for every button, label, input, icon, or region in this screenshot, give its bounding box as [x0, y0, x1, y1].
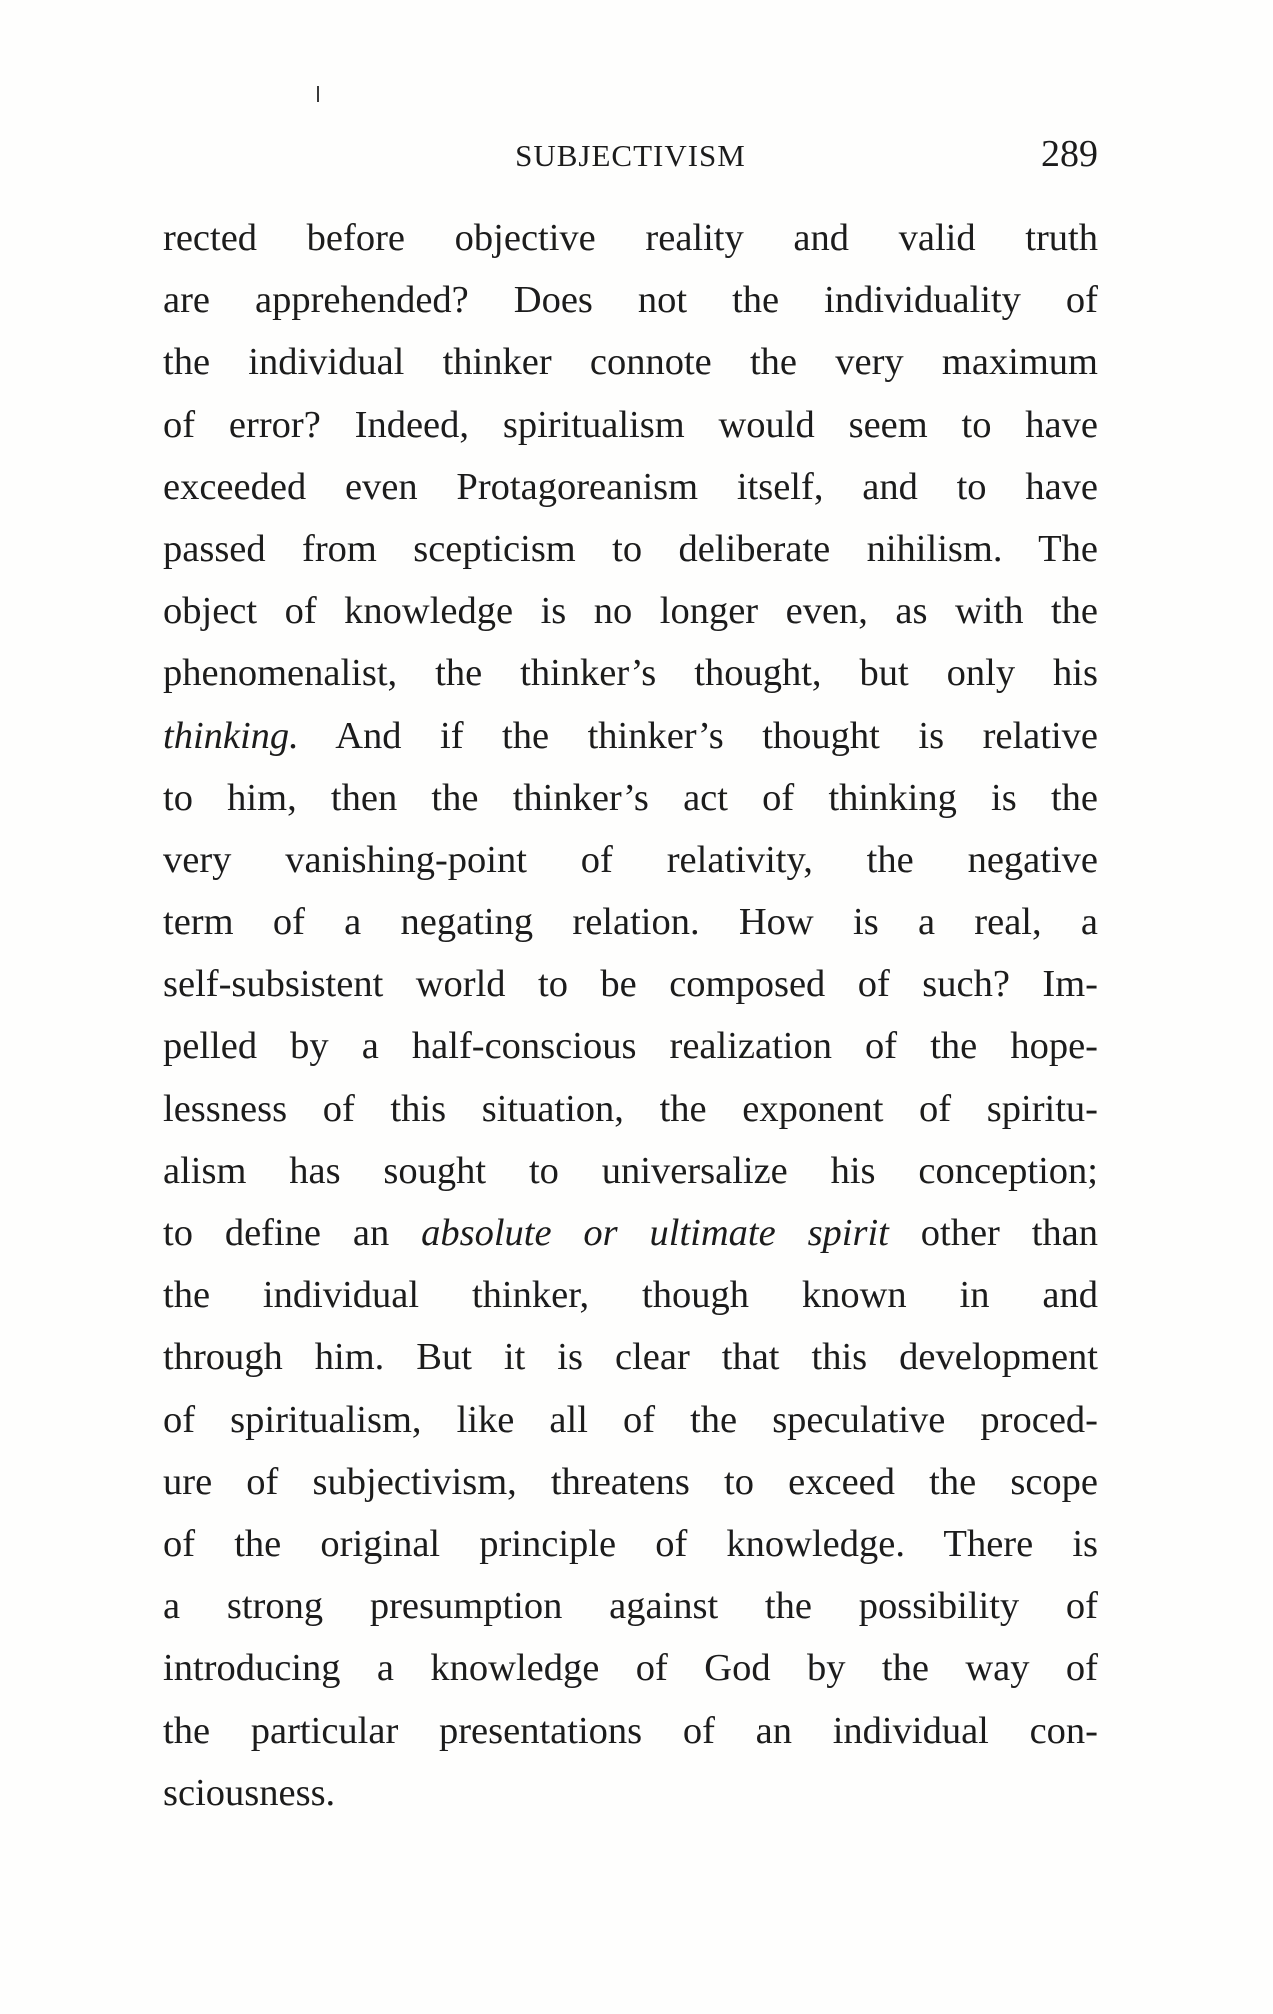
text-segment: And if the thinker’s thought is relative [298, 714, 1098, 757]
text-line: passed from scepticism to deliberate nihilism. The [163, 527, 1098, 570]
text-line: term of a negating relation. How is a real, a [163, 901, 1098, 944]
text-line: of the original principle of knowledge. There is [163, 1522, 1098, 1565]
text-line: are apprehended? Does not the individuality of [163, 279, 1098, 322]
running-title: SUBJECTIVISM [515, 138, 746, 173]
text-line: exceeded even Protagoreanism itself, and to have [163, 465, 1098, 508]
text-line: pelled by a half-conscious realization of the hope- [163, 1025, 1098, 1068]
body-paragraph [163, 207, 1098, 1824]
text-line [163, 1202, 1098, 1264]
text-line: object of knowledge is no longer even, as with the [163, 590, 1098, 633]
page-number: 289 [1041, 133, 1098, 175]
text-line: introducing a knowledge of God by the way of [163, 1647, 1098, 1690]
text-line [163, 705, 1098, 767]
text-line: a strong presumption against the possibility of [163, 1585, 1098, 1628]
text-line: of error? Indeed, spiritualism would seem to have [163, 403, 1098, 446]
text-line: alism has sought to universalize his conception; [163, 1149, 1098, 1192]
text-line: phenomenalist, the thinker’s thought, but only his [163, 652, 1098, 695]
italic-phrase: thinking. [163, 714, 299, 757]
text-segment: to define an [163, 1212, 422, 1254]
running-head [163, 132, 1098, 182]
text-segment: other than [888, 1212, 1098, 1254]
stray-mark [317, 86, 319, 102]
text-line: rected before objective reality and valid truth [163, 217, 1098, 259]
italic-phrase: absolute or ultimate spirit [421, 1212, 889, 1254]
text-line: very vanishing-point of relativity, the negative [163, 838, 1098, 881]
text-line: to him, then the thinker’s act of thinking is the [163, 776, 1098, 819]
text-line: ure of subjectivism, threatens to exceed the scope [163, 1460, 1098, 1503]
text-line: the individual thinker connote the very maximum [163, 341, 1098, 384]
text-line: the individual thinker, though known in and [163, 1274, 1098, 1317]
text-line: self-subsistent world to be composed of such? Im- [163, 963, 1098, 1006]
text-line: sciousness. [163, 1771, 336, 1814]
text-line: the particular presentations of an individual con- [163, 1709, 1098, 1752]
text-line: of spiritualism, like all of the speculative proced- [163, 1398, 1098, 1441]
text-line: lessness of this situation, the exponent of spiritu- [163, 1087, 1098, 1130]
text-line: through him. But it is clear that this development [163, 1336, 1098, 1379]
